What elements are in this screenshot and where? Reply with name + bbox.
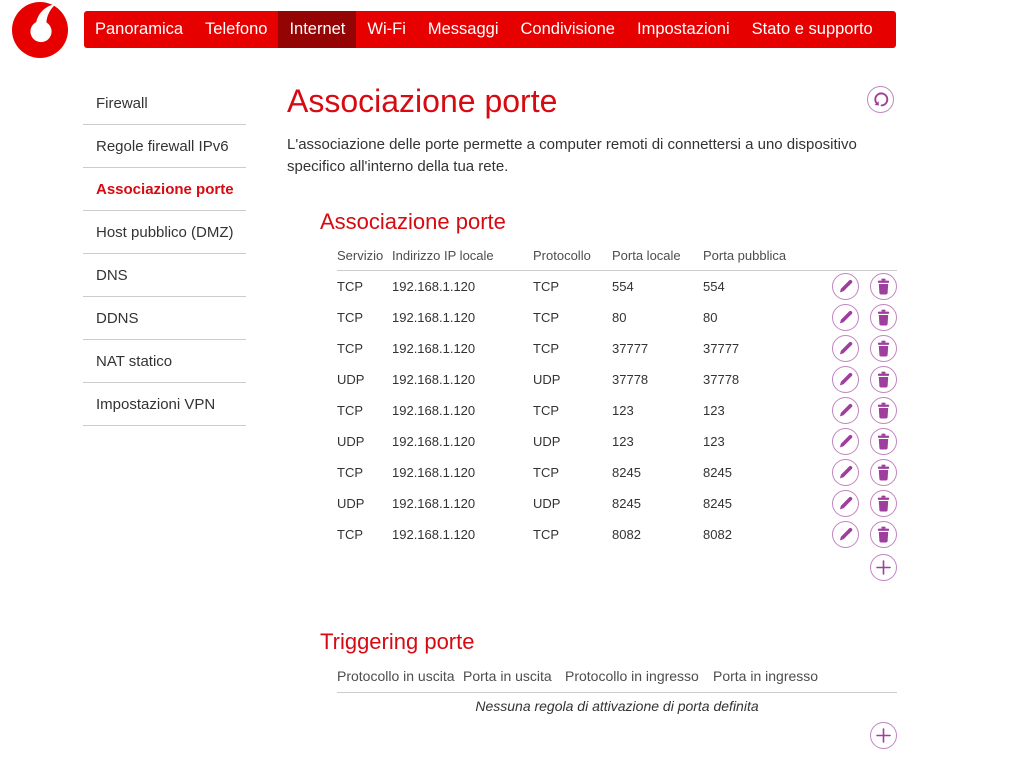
cell-public-port: 80	[703, 309, 718, 325]
sidebar-item-label: DNS	[96, 266, 128, 284]
edit-button[interactable]	[832, 459, 859, 486]
delete-button[interactable]	[870, 459, 897, 486]
table-row	[337, 395, 897, 426]
cell-service: TCP	[337, 464, 363, 480]
cell-local-port: 123	[612, 433, 634, 449]
cell-local-port: 37778	[612, 371, 649, 387]
cell-protocol: TCP	[533, 340, 559, 356]
cell-local-port: 554	[612, 278, 634, 294]
pencil-icon	[833, 491, 858, 516]
column-header: Porta in ingresso	[713, 667, 819, 684]
port-mapping-table	[337, 248, 897, 581]
nav-item[interactable]	[356, 11, 416, 48]
edit-button[interactable]	[832, 273, 859, 300]
cell-local-port: 37777	[612, 340, 649, 356]
cell-public-port: 37777	[703, 340, 740, 356]
cell-local-ip: 192.168.1.120	[392, 526, 476, 542]
add-trigger-button[interactable]	[870, 722, 897, 749]
nav-item-label: Internet	[289, 20, 346, 38]
pencil-icon	[833, 367, 858, 392]
vodafone-logo-icon	[11, 1, 69, 59]
cell-local-ip: 192.168.1.120	[392, 278, 476, 294]
column-header: Porta pubblica	[703, 247, 787, 263]
row-actions	[828, 459, 897, 486]
delete-button[interactable]	[870, 490, 897, 517]
cell-protocol: TCP	[533, 464, 559, 480]
row-actions	[828, 521, 897, 548]
cell-protocol: UDP	[533, 371, 561, 387]
pencil-icon	[833, 460, 858, 485]
top-nav	[84, 11, 896, 48]
sidebar-item-label: NAT statico	[96, 352, 173, 370]
table-row	[337, 426, 897, 457]
cell-public-port: 8245	[703, 464, 732, 480]
edit-button[interactable]	[832, 335, 859, 362]
nav-item[interactable]	[84, 11, 194, 48]
nav-item-label: Wi-Fi	[367, 20, 406, 38]
sidebar-item-label: Impostazioni VPN	[96, 395, 216, 413]
nav-item-label: Panoramica	[95, 20, 184, 38]
sidebar-item[interactable]	[83, 168, 246, 211]
edit-button[interactable]	[832, 366, 859, 393]
main-content	[287, 84, 897, 749]
sidebar-item[interactable]	[83, 211, 246, 254]
trash-icon	[871, 429, 896, 454]
port-mapping-section	[320, 209, 897, 581]
cell-protocol: TCP	[533, 526, 559, 542]
plus-icon	[871, 555, 896, 580]
delete-button[interactable]	[870, 428, 897, 455]
table-row	[337, 488, 897, 519]
page-description: L'associazione delle porte permette a computer remoti di connettersi a uno dispositivo specifico all'interno della tua rete.	[287, 135, 857, 176]
cell-protocol: TCP	[533, 278, 559, 294]
table-row	[337, 364, 897, 395]
port-mapping-header-row	[337, 248, 897, 271]
cell-service: TCP	[337, 402, 363, 418]
column-header: Porta locale	[612, 247, 681, 263]
trash-icon	[871, 460, 896, 485]
sidebar-item[interactable]	[83, 125, 246, 168]
cell-local-port: 8245	[612, 464, 641, 480]
sidebar-item[interactable]	[83, 383, 246, 426]
cell-local-ip: 192.168.1.120	[392, 309, 476, 325]
nav-item-label: Condivisione	[520, 20, 615, 38]
cell-service: TCP	[337, 526, 363, 542]
nav-item[interactable]	[417, 11, 510, 48]
vodafone-logo	[11, 1, 69, 59]
cell-service: TCP	[337, 340, 363, 356]
sidebar-item-label: Regole firewall IPv6	[96, 137, 229, 155]
table-row	[337, 333, 897, 364]
column-header: Protocollo in uscita	[337, 667, 455, 684]
port-mapping-heading: Associazione porte	[320, 208, 506, 234]
port-mapping-add-row	[337, 554, 897, 581]
delete-button[interactable]	[870, 521, 897, 548]
cell-local-ip: 192.168.1.120	[392, 402, 476, 418]
trash-icon	[871, 398, 896, 423]
nav-item[interactable]	[510, 11, 626, 48]
cell-local-ip: 192.168.1.120	[392, 495, 476, 511]
cell-public-port: 37778	[703, 371, 740, 387]
sidebar-item[interactable]	[83, 82, 246, 125]
cell-local-port: 8245	[612, 495, 641, 511]
delete-button[interactable]	[870, 335, 897, 362]
delete-button[interactable]	[870, 366, 897, 393]
nav-item[interactable]	[626, 11, 741, 48]
refresh-icon	[868, 87, 893, 112]
column-header: Indirizzo IP locale	[392, 247, 494, 263]
row-actions	[828, 273, 897, 300]
plus-icon	[871, 723, 896, 748]
cell-public-port: 8082	[703, 526, 732, 542]
cell-local-ip: 192.168.1.120	[392, 340, 476, 356]
table-row	[337, 519, 897, 550]
trash-icon	[871, 367, 896, 392]
column-header: Servizio	[337, 247, 384, 263]
table-row	[337, 457, 897, 488]
nav-item-label: Telefono	[205, 20, 268, 38]
port-triggering-heading: Triggering porte	[320, 628, 475, 654]
pencil-icon	[833, 305, 858, 330]
edit-button[interactable]	[832, 490, 859, 517]
pencil-icon	[833, 398, 858, 423]
row-actions	[828, 304, 897, 331]
nav-item[interactable]	[194, 11, 278, 48]
table-row	[337, 302, 897, 333]
cell-local-ip: 192.168.1.120	[392, 464, 476, 480]
cell-local-ip: 192.168.1.120	[392, 433, 476, 449]
cell-local-port: 123	[612, 402, 634, 418]
column-header: Porta in uscita	[463, 667, 552, 684]
sidebar-item-label: Firewall	[96, 94, 148, 112]
table-row	[337, 271, 897, 302]
cell-public-port: 123	[703, 402, 725, 418]
pencil-icon	[833, 429, 858, 454]
trash-icon	[871, 491, 896, 516]
cell-service: TCP	[337, 309, 363, 325]
port-triggering-header-row	[337, 668, 897, 693]
column-header: Protocollo in ingresso	[565, 667, 699, 684]
trash-icon	[871, 336, 896, 361]
row-actions	[828, 397, 897, 424]
trash-icon	[871, 305, 896, 330]
row-actions	[828, 366, 897, 393]
nav-item-label: Messaggi	[427, 20, 499, 38]
pencil-icon	[833, 274, 858, 299]
edit-button[interactable]	[832, 304, 859, 331]
cell-public-port: 554	[703, 278, 725, 294]
trash-icon	[871, 274, 896, 299]
sidebar-item[interactable]	[83, 297, 246, 340]
refresh-button[interactable]	[867, 86, 894, 113]
cell-protocol: UDP	[533, 433, 561, 449]
nav-item-label: Stato e supporto	[751, 20, 873, 38]
delete-button[interactable]	[870, 273, 897, 300]
port-mapping-rows	[337, 271, 897, 550]
sidebar	[83, 82, 246, 426]
cell-local-port: 8082	[612, 526, 641, 542]
row-actions	[828, 490, 897, 517]
edit-button[interactable]	[832, 397, 859, 424]
port-triggering-section	[320, 629, 897, 749]
pencil-icon	[833, 522, 858, 547]
nav-item[interactable]	[741, 11, 884, 48]
cell-service: UDP	[337, 433, 365, 449]
cell-local-port: 80	[612, 309, 627, 325]
cell-protocol: UDP	[533, 495, 561, 511]
delete-button[interactable]	[870, 397, 897, 424]
delete-button[interactable]	[870, 304, 897, 331]
pencil-icon	[833, 336, 858, 361]
empty-rules-message: Nessuna regola di attivazione di porta definita	[475, 697, 759, 714]
sidebar-item[interactable]	[83, 340, 246, 383]
nav-item-label: Impostazioni	[637, 20, 730, 38]
cell-service: UDP	[337, 371, 365, 387]
row-actions	[828, 428, 897, 455]
trash-icon	[871, 522, 896, 547]
nav-item[interactable]	[278, 11, 356, 48]
cell-public-port: 123	[703, 433, 725, 449]
cell-local-ip: 192.168.1.120	[392, 371, 476, 387]
cell-service: TCP	[337, 278, 363, 294]
row-actions	[828, 335, 897, 362]
column-header: Protocollo	[533, 247, 591, 263]
cell-service: UDP	[337, 495, 365, 511]
edit-button[interactable]	[832, 521, 859, 548]
port-triggering-add-row	[337, 722, 897, 749]
cell-public-port: 8245	[703, 495, 732, 511]
sidebar-item-label: Associazione porte	[96, 180, 234, 198]
sidebar-item[interactable]	[83, 254, 246, 297]
add-rule-button[interactable]	[870, 554, 897, 581]
edit-button[interactable]	[832, 428, 859, 455]
sidebar-item-label: DDNS	[96, 309, 139, 327]
cell-protocol: TCP	[533, 309, 559, 325]
sidebar-item-label: Host pubblico (DMZ)	[96, 223, 234, 241]
page-title: Associazione porte	[287, 83, 558, 119]
cell-protocol: TCP	[533, 402, 559, 418]
port-triggering-table	[337, 668, 897, 749]
